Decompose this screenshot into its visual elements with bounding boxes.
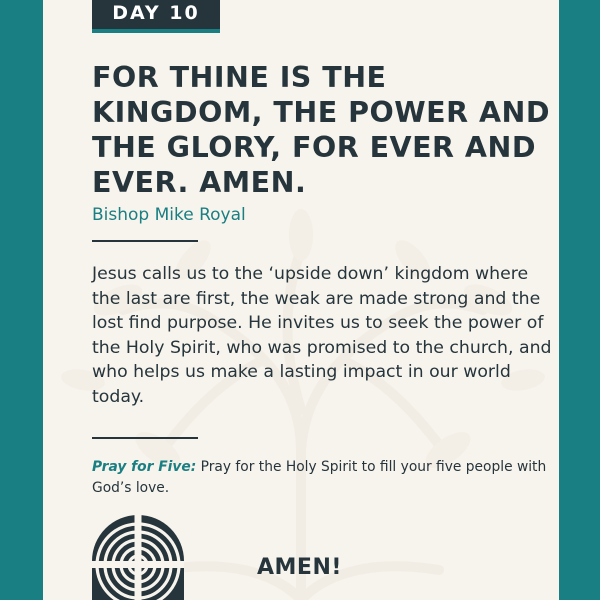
day-badge: [92, 0, 220, 33]
prayer-text: [92, 457, 552, 499]
prayer-body: Pray for the Holy Spirit to fill your five people with God’s love.: [92, 459, 547, 496]
badge-underline: [92, 29, 220, 33]
divider-top: [92, 240, 198, 242]
spiral-window-logo-icon: [92, 515, 184, 600]
prayer-label: Pray for Five:: [92, 459, 197, 475]
card: [43, 0, 559, 600]
divider-bottom: [92, 437, 198, 439]
headline: FOR THINE IS THE KINGDOM, THE POWER AND THE GLORY, FOR EVER AND EVER. AMEN.: [92, 61, 551, 199]
day-label: DAY 10: [112, 2, 200, 24]
body-text: Jesus calls us to the ‘upside down’ kingdom where the last are first, the weak are made strong and the lost find purpose. He invites us to seek the power of the Holy Spirit, who was promised to the church, and who helps us make a lasting impact in our world today.: [92, 264, 552, 407]
amen-text: AMEN!: [257, 555, 342, 580]
author-name: Bishop Mike Royal: [92, 205, 246, 225]
